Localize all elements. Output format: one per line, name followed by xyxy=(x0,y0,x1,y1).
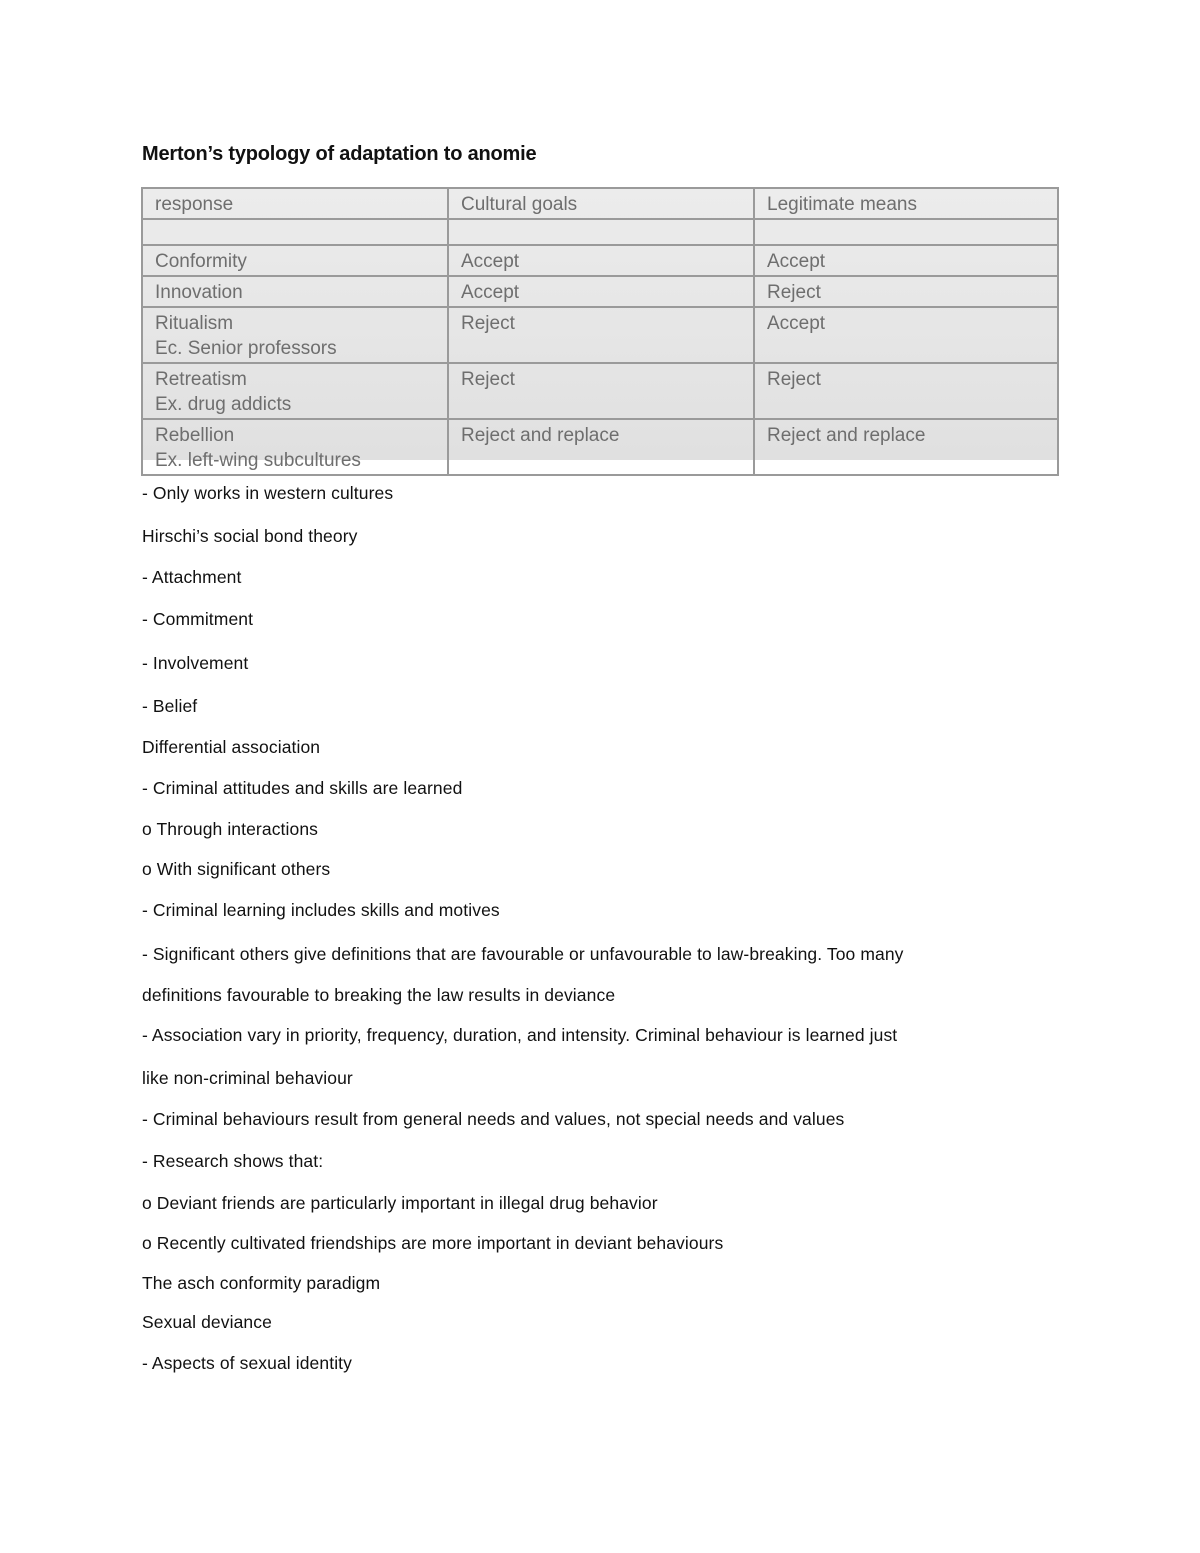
table-row xyxy=(142,245,1058,276)
cell-goals: Reject and replace xyxy=(448,419,754,475)
table-header-row xyxy=(142,188,1058,219)
cell-response: Innovation xyxy=(142,276,448,307)
response-example: Ex. drug addicts xyxy=(155,394,292,415)
table-row xyxy=(142,363,1058,419)
table-row xyxy=(142,307,1058,363)
cell-means: Accept xyxy=(754,245,1058,276)
response-label: Retreatism xyxy=(155,369,247,390)
text-line: o Recently cultivated friendships are more important in deviant behaviours xyxy=(142,1233,724,1253)
cell-goals: Accept xyxy=(448,245,754,276)
section-heading: Sexual deviance xyxy=(142,1312,272,1332)
text-line: - Involvement xyxy=(142,653,249,673)
table-blank-row xyxy=(142,219,1058,245)
text-line: - Aspects of sexual identity xyxy=(142,1353,352,1373)
text-line: o With significant others xyxy=(142,859,331,879)
text-line: - Criminal attitudes and skills are learned xyxy=(142,778,463,798)
text-line: - Research shows that: xyxy=(142,1151,324,1171)
cell-goals: Reject xyxy=(448,363,754,419)
header-cultural-goals: Cultural goals xyxy=(448,188,754,219)
cell-means: Reject xyxy=(754,276,1058,307)
text-line: - Belief xyxy=(142,696,198,716)
section-heading: The asch conformity paradigm xyxy=(142,1273,381,1293)
section-heading: Hirschi’s social bond theory xyxy=(142,526,358,546)
text-line: - Commitment xyxy=(142,609,254,629)
text-line: o Through interactions xyxy=(142,819,319,839)
response-label: Rebellion xyxy=(155,425,235,446)
text-line: - Criminal learning includes skills and motives xyxy=(142,900,500,920)
text-line: - Significant others give definitions that are favourable or unfavourable to law-breaking. Too many xyxy=(142,944,904,964)
cell-response: Conformity xyxy=(142,245,448,276)
text-line: - Only works in western cultures xyxy=(142,483,394,503)
merton-typology-table xyxy=(141,187,1059,476)
cell-response xyxy=(142,307,448,363)
text-line: - Attachment xyxy=(142,567,242,587)
cell-goals: Reject xyxy=(448,307,754,363)
cell-means: Reject and replace xyxy=(754,419,1058,475)
text-line: definitions favourable to breaking the law results in deviance xyxy=(142,985,616,1005)
table-row xyxy=(142,276,1058,307)
cell-response xyxy=(142,419,448,475)
response-label: Ritualism xyxy=(155,313,234,334)
text-line: like non-criminal behaviour xyxy=(142,1068,353,1088)
text-line: - Criminal behaviours result from general needs and values, not special needs and values xyxy=(142,1109,845,1129)
response-example: Ex. left-wing subcultures xyxy=(155,450,361,471)
section-heading: Differential association xyxy=(142,737,321,757)
text-line: o Deviant friends are particularly important in illegal drug behavior xyxy=(142,1193,658,1213)
header-response: response xyxy=(142,188,448,219)
page-title: Merton’s typology of adaptation to anomie xyxy=(142,143,537,165)
response-example: Ec. Senior professors xyxy=(155,338,337,359)
text-line: - Association vary in priority, frequency, duration, and intensity. Criminal behaviour is learned just xyxy=(142,1025,898,1045)
header-legitimate-means: Legitimate means xyxy=(754,188,1058,219)
table-row xyxy=(142,419,1058,475)
cell-means: Reject xyxy=(754,363,1058,419)
cell-response xyxy=(142,363,448,419)
merton-table-photo xyxy=(141,187,1059,471)
cell-goals: Accept xyxy=(448,276,754,307)
cell-means: Accept xyxy=(754,307,1058,363)
